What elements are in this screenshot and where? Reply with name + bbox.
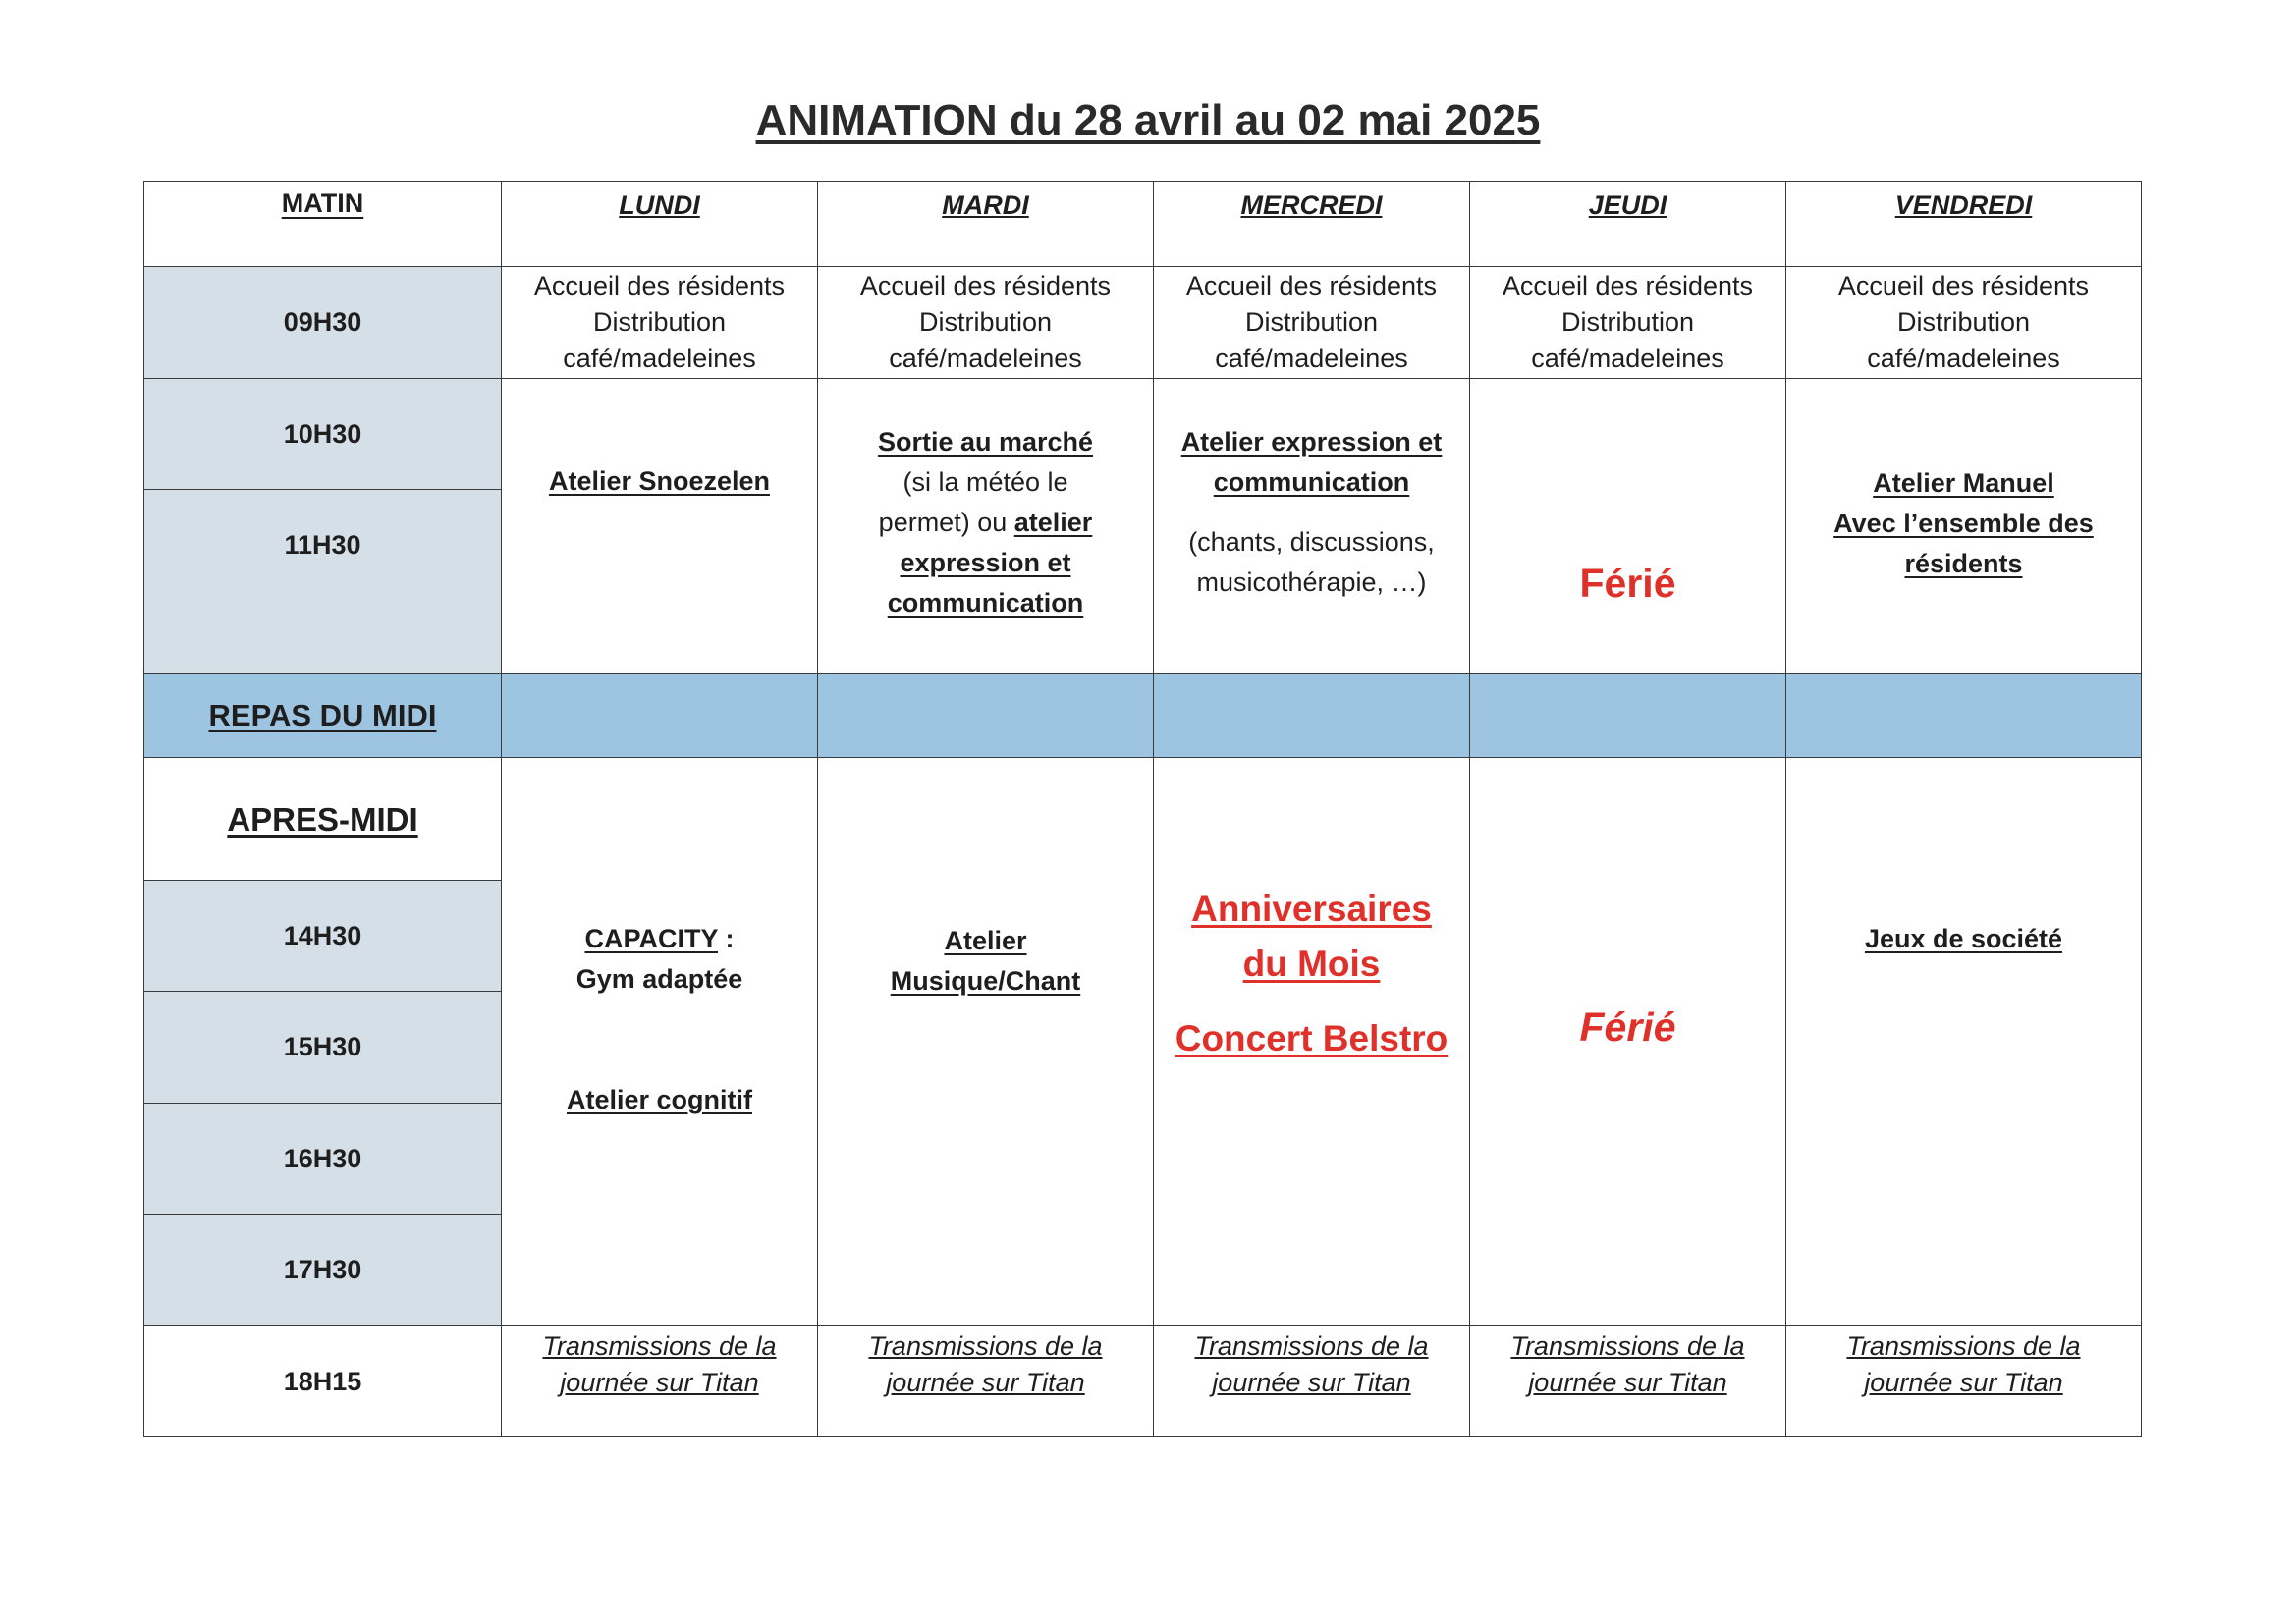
repas-cell [1786,674,2142,758]
activity-note: musicothérapie, …) [1196,568,1427,597]
apresmidi-label: APRES-MIDI [144,758,502,881]
activity-cognitif: Atelier cognitif [566,1085,752,1114]
accueil-cell [1470,267,1786,379]
hour-label: 14H30 [144,881,502,992]
schedule-table [143,181,2142,1437]
morning-mercredi [1154,379,1470,674]
accueil-line: Distribution [1560,307,1695,337]
activity-capacity-suffix: : [718,924,735,953]
accueil-line: Distribution [1244,307,1379,337]
activity-musique: Musique/Chant [890,966,1081,996]
transmissions-cell [502,1326,818,1437]
afternoon-mardi [818,758,1154,1326]
accueil-line: Distribution [918,307,1053,337]
activity-concert: Concert Belstro [1175,1018,1449,1058]
row-1815 [144,1326,2142,1437]
activity-gym: Gym adaptée [575,964,743,994]
morning-jeudi [1470,379,1786,674]
header-row [144,182,2142,267]
transmissions-line: Transmissions de la [1194,1331,1429,1361]
transmissions-cell [1470,1326,1786,1437]
repas-cell [1154,674,1470,758]
day-header-vendredi: VENDREDI [1786,182,2142,267]
activity-snoezelen: Atelier Snoezelen [548,466,771,496]
hour-label: 11H30 [144,490,502,674]
accueil-line: Distribution [1896,307,2031,337]
accueil-line: Accueil des résidents [1185,271,1438,300]
accueil-line: Accueil des résidents [1837,271,2090,300]
accueil-line: Distribution [592,307,727,337]
hour-label: 10H30 [144,379,502,490]
accueil-line: café/madeleines [1531,344,1724,373]
activity-manuel: Avec l’ensemble des [1833,509,2094,538]
morning-vendredi [1786,379,2142,674]
page-title: ANIMATION du 28 avril au 02 mai 2025 [755,96,1541,144]
hour-label: 16H30 [144,1104,502,1215]
ferie-label: Férié [1579,1004,1676,1050]
transmissions-line: journée sur Titan [1864,1368,2063,1397]
accueil-line: Accueil des résidents [859,271,1112,300]
hour-label: 17H30 [144,1215,502,1326]
afternoon-mercredi [1154,758,1470,1326]
transmissions-line: Transmissions de la [1846,1331,2081,1361]
repas-label: REPAS DU MIDI [144,674,502,758]
transmissions-line: Transmissions de la [1510,1331,1745,1361]
transmissions-line: journée sur Titan [1212,1368,1411,1397]
accueil-line: café/madeleines [563,344,756,373]
transmissions-cell [1154,1326,1470,1437]
transmissions-line: journée sur Titan [560,1368,759,1397]
activity-anniversaires: Anniversaires [1191,889,1432,929]
row-1030 [144,379,2142,490]
activity-jeux: Jeux de société [1864,924,2063,953]
activity-anniversaires: du Mois [1242,944,1381,984]
activity-communication: communication [887,588,1084,618]
afternoon-lundi [502,758,818,1326]
accueil-line: café/madeleines [889,344,1082,373]
afternoon-vendredi [1786,758,2142,1326]
apresmidi-row [144,758,2142,881]
activity-expression: expression et [900,548,1071,577]
accueil-cell [502,267,818,379]
repas-row [144,674,2142,758]
activity-sortie-marche: Sortie au marché [877,427,1094,457]
activity-manuel: résidents [1904,549,2023,578]
activity-atelier: atelier [1013,508,1093,537]
activity-note: permet) ou [878,508,1008,537]
accueil-cell [1786,267,2142,379]
activity-atelier: Atelier [944,926,1027,955]
activity-manuel: Atelier Manuel [1873,468,2054,498]
transmissions-line: journée sur Titan [1528,1368,1727,1397]
hour-label: 15H30 [144,992,502,1104]
morning-lundi [502,379,818,674]
activity-note: (chants, discussions, [1188,527,1435,557]
day-header-lundi: LUNDI [502,182,818,267]
accueil-line: Accueil des résidents [533,271,786,300]
repas-cell [1470,674,1786,758]
accueil-cell [1154,267,1470,379]
repas-cell [818,674,1154,758]
morning-mardi [818,379,1154,674]
activity-capacity: CAPACITY [584,924,718,953]
repas-cell [502,674,818,758]
activity-expression: Atelier expression et [1180,427,1443,457]
day-header-jeudi: JEUDI [1470,182,1786,267]
day-header-mardi: MARDI [818,182,1154,267]
accueil-line: Accueil des résidents [1502,271,1754,300]
transmissions-line: Transmissions de la [542,1331,777,1361]
accueil-line: café/madeleines [1867,344,2060,373]
afternoon-jeudi [1470,758,1786,1326]
row-0930 [144,267,2142,379]
activity-communication: communication [1213,467,1410,497]
day-header-mercredi: MERCREDI [1154,182,1470,267]
transmissions-line: Transmissions de la [868,1331,1103,1361]
ferie-label: Férié [1579,561,1676,606]
matin-header: MATIN [144,182,502,267]
accueil-line: café/madeleines [1215,344,1408,373]
hour-label: 18H15 [144,1326,502,1437]
activity-note: (si la météo le [902,467,1068,497]
transmissions-cell [818,1326,1154,1437]
transmissions-line: journée sur Titan [886,1368,1085,1397]
accueil-cell [818,267,1154,379]
hour-label: 09H30 [144,267,502,379]
transmissions-cell [1786,1326,2142,1437]
